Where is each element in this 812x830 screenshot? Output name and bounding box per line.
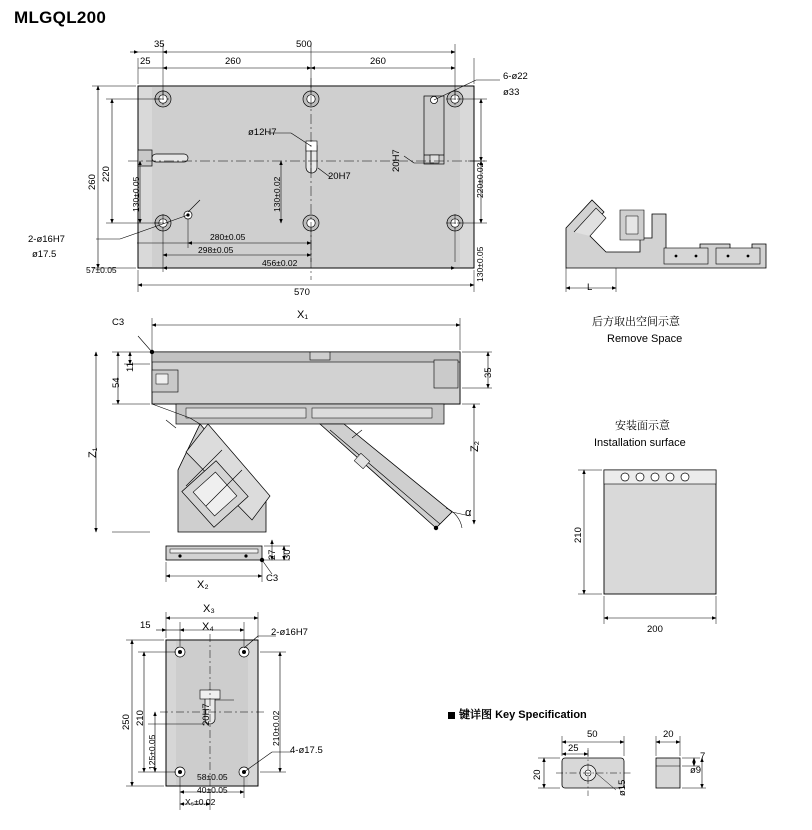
callout-side-2-16h7: 2-ø16H7 [271, 627, 308, 638]
remove-space-label-cn: 后方取出空间示意 [592, 315, 680, 328]
callout-20h7-right: 20H7 [391, 149, 402, 172]
callout-4-17-5: 4-ø17.5 [290, 745, 323, 756]
dim-front-30: 30 [282, 549, 293, 560]
dim-side-58: 58±0.05 [197, 772, 228, 782]
dim-front-11: 11 [125, 362, 136, 372]
dim-side-x5: X₅±0.02 [185, 797, 216, 807]
callout-2-16h7: 2-ø16H7 [28, 234, 65, 245]
key-spec-heading-en: Key Specification [495, 709, 587, 721]
dim-front-x1: X₁ [297, 309, 309, 321]
dim-top-280: 280±0.05 [210, 232, 246, 242]
dim-top-260-right: 260 [370, 56, 386, 67]
dim-installation-200: 200 [647, 624, 663, 635]
dim-front-z2: Z₂ [469, 441, 481, 452]
dim-side-40: 40±0.05 [197, 785, 228, 795]
installation-surface-geometry [578, 470, 716, 624]
dim-key-9: ø9 [690, 765, 702, 776]
callout-20h7-center: 20H7 [328, 171, 351, 182]
dim-top-456: 456±0.02 [262, 258, 298, 268]
bullet-square-icon [448, 712, 455, 719]
dim-top-570: 570 [294, 287, 310, 298]
dim-key-50: 50 [587, 729, 598, 740]
dim-top-25: 25 [140, 56, 151, 67]
label-c3-bottom: C3 [266, 573, 279, 584]
dim-side-250: 250 [121, 714, 132, 730]
dim-top-220-vertical: 220 [101, 166, 112, 182]
key-spec-heading-cn: 键详图 [459, 709, 492, 721]
dim-front-x2: X₂ [197, 579, 209, 591]
dim-top-500: 500 [296, 39, 312, 50]
dim-top-35: 35 [154, 39, 165, 50]
dim-top-57: 57±0.05 [86, 265, 117, 275]
installation-label-cn: 安装面示意 [615, 419, 670, 432]
dim-key-20-top: 20 [663, 729, 674, 740]
dim-front-35: 35 [483, 367, 494, 378]
dim-front-27: 27 [267, 549, 278, 560]
remove-space-geometry [566, 200, 766, 292]
page-title: MLGQL200 [14, 8, 107, 27]
dim-top-130-002: 130±0.02 [272, 176, 282, 212]
dim-top-130-005: 130±0.05 [131, 176, 141, 212]
dim-top-298: 298±0.05 [198, 245, 234, 255]
dim-front-alpha: α [465, 507, 472, 519]
front-view-geometry [96, 318, 492, 582]
dim-installation-210: 210 [573, 527, 584, 543]
dim-key-20-left: 20 [532, 769, 543, 780]
label-c3-top: C3 [112, 317, 125, 328]
dim-front-54: 54 [111, 377, 122, 388]
dim-top-260-left: 260 [225, 56, 241, 67]
dim-side-x4: X₄ [202, 621, 214, 633]
callout-6-hole-diameter: ø33 [503, 87, 520, 98]
remove-space-label-en: Remove Space [607, 333, 683, 345]
dim-side-x3: X₃ [203, 603, 215, 615]
dim-key-7: 7 [700, 751, 706, 762]
dim-key-15: ø15 [617, 779, 628, 796]
dim-side-15: 15 [140, 620, 151, 631]
callout-side-20h7: 20H7 [201, 703, 212, 726]
callout-12h7: ø12H7 [248, 127, 277, 138]
dim-remove-space-l: L [587, 282, 593, 293]
dim-side-210-002: 210±0.02 [271, 710, 281, 746]
dim-front-z1: Z₁ [87, 447, 99, 458]
dim-top-260-vertical: 260 [87, 174, 98, 190]
dim-side-210: 210 [135, 710, 146, 726]
top-view-geometry [92, 44, 500, 292]
key-spec-heading [448, 706, 587, 722]
dim-top-220-002: 220±0.02 [475, 162, 485, 198]
dim-side-125: 125±0.05 [147, 734, 157, 770]
callout-17-5: ø17.5 [32, 249, 57, 260]
dim-key-25: 25 [568, 743, 579, 754]
installation-label-en: Installation surface [594, 437, 686, 449]
callout-6-hole: 6-ø22 [503, 71, 528, 82]
dim-top-130-005-right: 130±0.05 [475, 246, 485, 282]
